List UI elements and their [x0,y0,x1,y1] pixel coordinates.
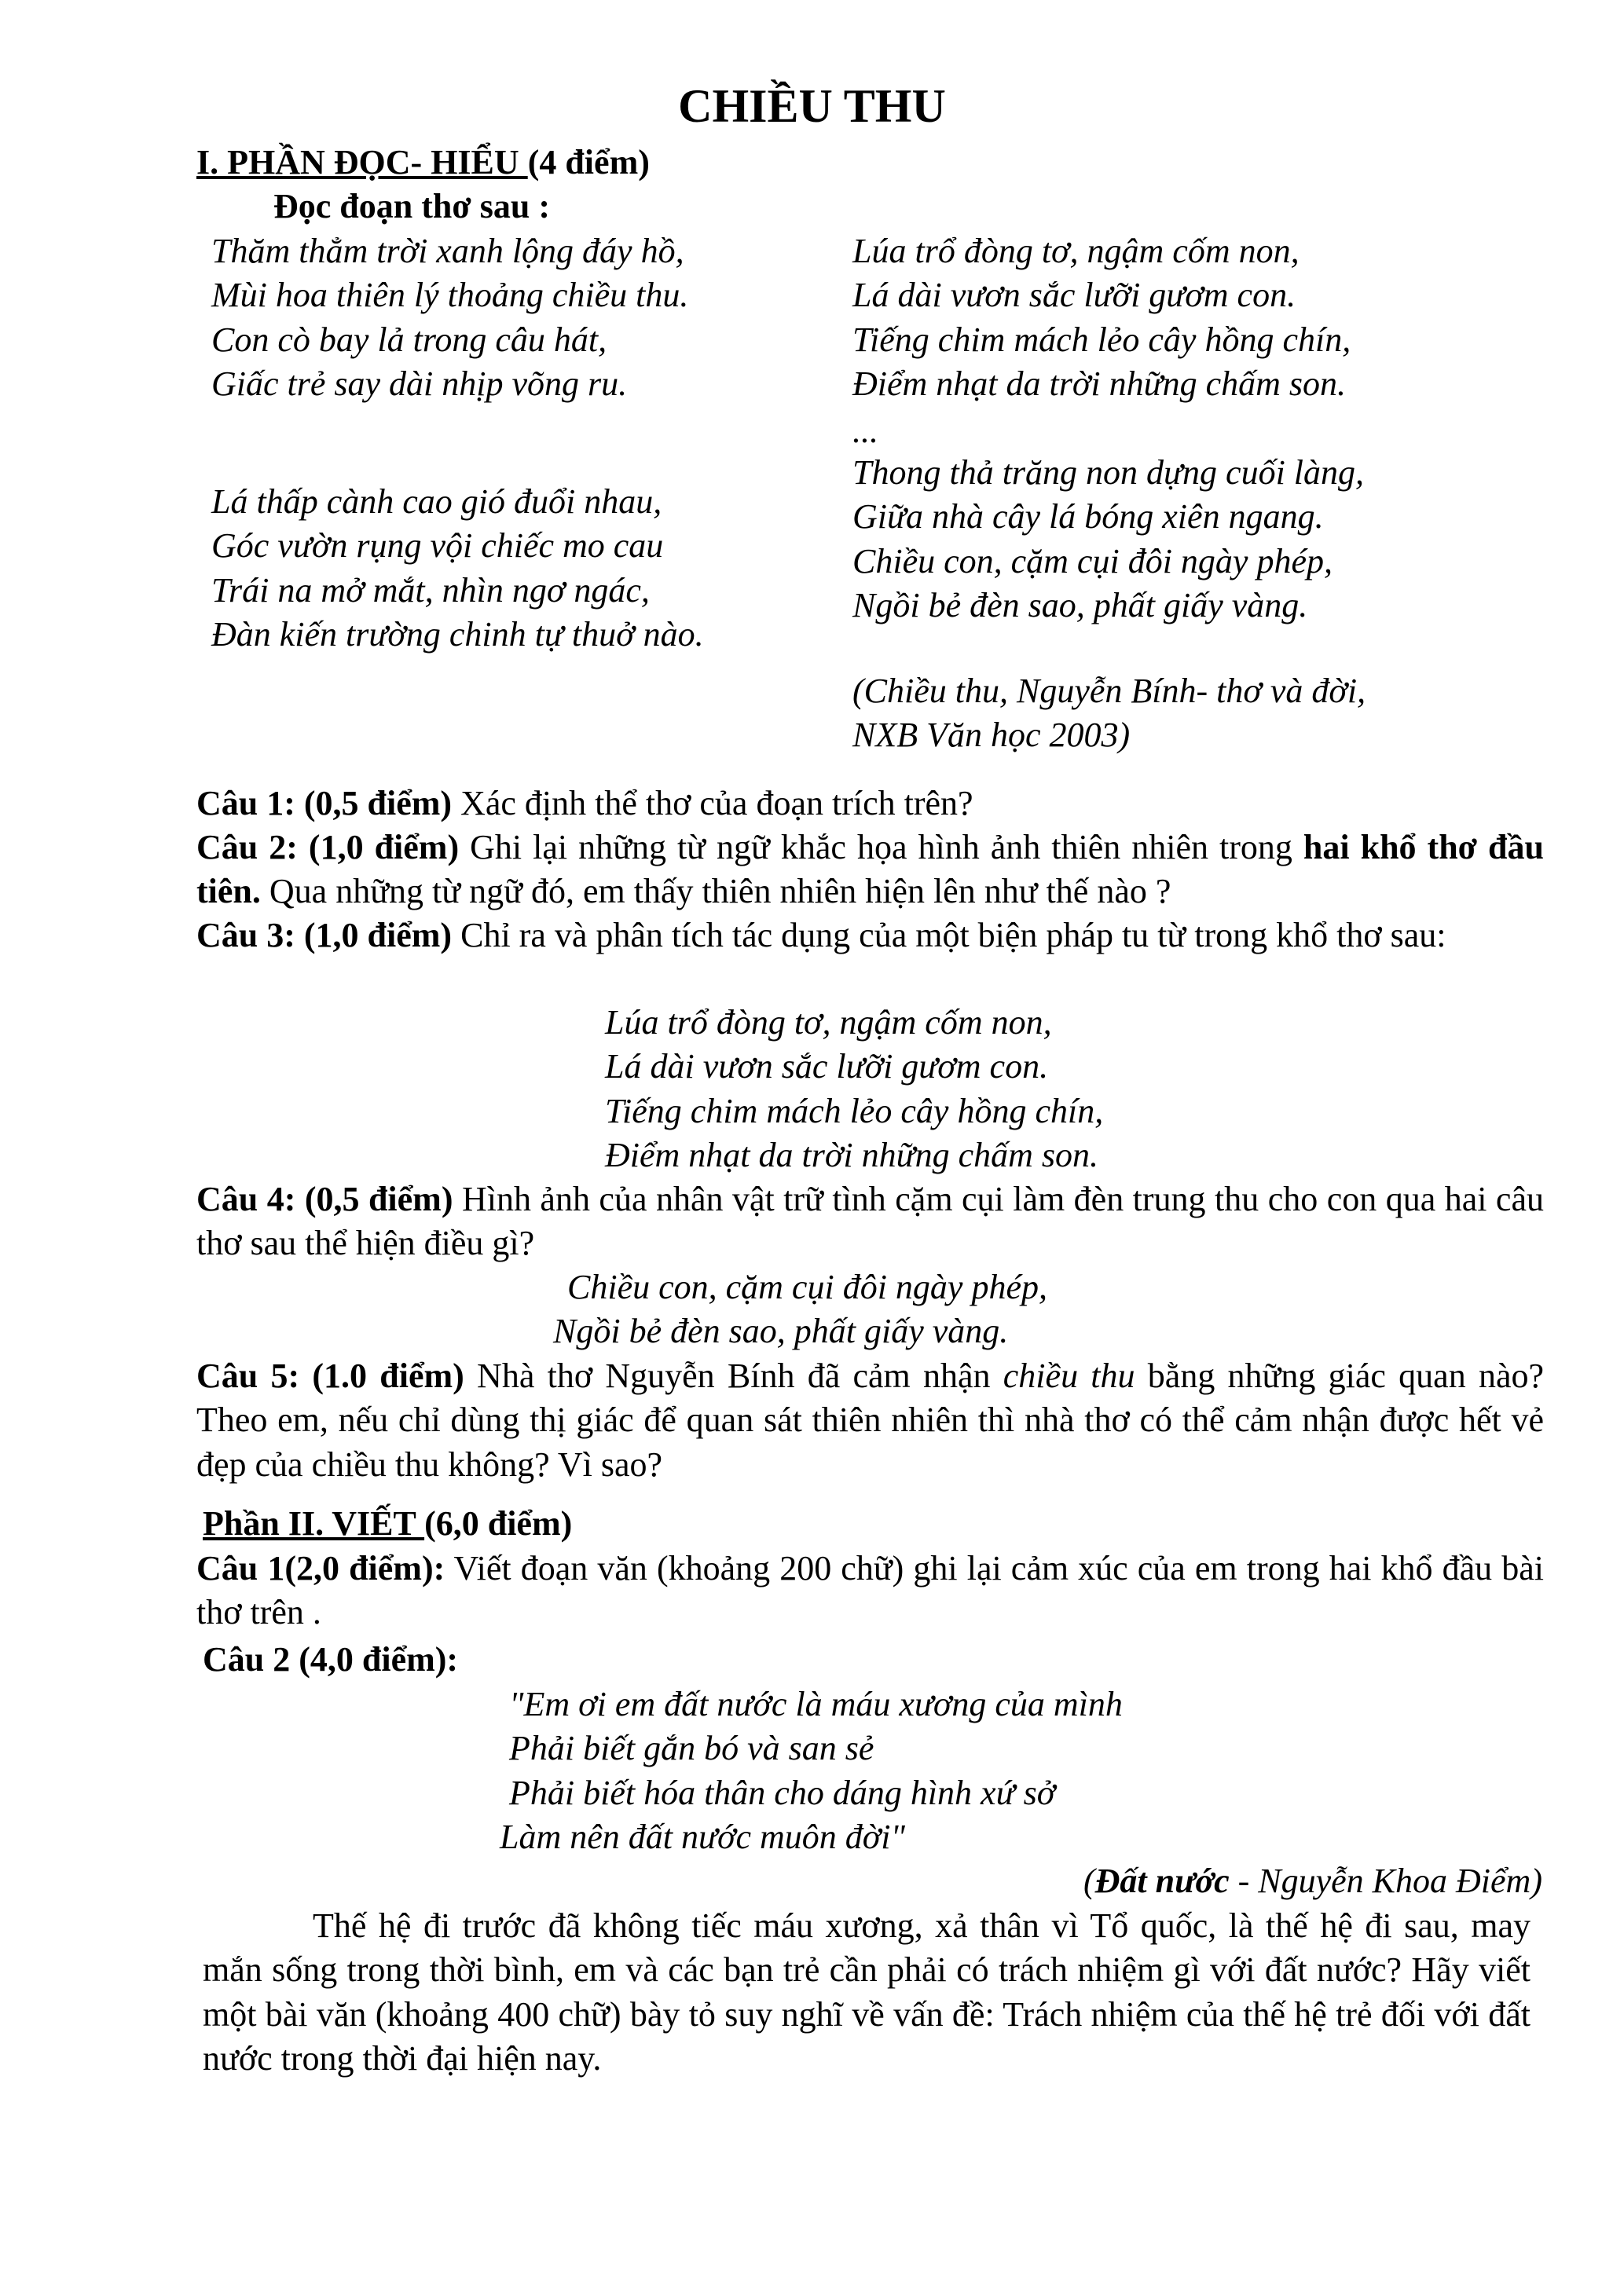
question-text: Nhà thơ Nguyễn Bính đã cảm nhận [464,1357,1003,1395]
question-italic: chiều thu [1003,1357,1135,1395]
poem-line: Ngồi bẻ đèn sao, phất giấy vàng. [852,586,1308,625]
question-3 [196,914,1544,958]
poem-line: Trái na mở mắt, nhìn ngơ ngác, [211,570,650,610]
poem-line: Làm nên đất nước muôn đời" [500,1818,905,1857]
poem-line: Giấc trẻ say dài nhịp võng ru. [211,364,628,404]
poem-ellipsis: ... [852,412,878,450]
writing-question-2-prompt: Thế hệ đi trước đã không tiếc máu xương, xả thân vì Tổ quốc, là thế hệ đi sau, may mắn sống trong thời bình, em và các bạn trẻ cần phải có trách nhiệm gì với đất nước? Hãy viết một bài văn (khoảng 400 chữ) bày tỏ suy nghĩ về vấn đề: Trách nhiệm của thế hệ trẻ đối với đất nước trong thời đại hiện nay. [203,1906,1531,2078]
poem-right-stanza-2 [852,451,1364,628]
poem-line: Chiều con, cặm cụi đôi ngày phép, [852,541,1333,580]
poem-line: Điểm nhạt da trời những chấm son. [605,1136,1099,1175]
question-label: Câu 1(2,0 điểm): [196,1549,445,1587]
citation-paren: ( [1083,1862,1095,1900]
question-text: Ghi lại những từ ngữ khắc họa hình ảnh thiên nhiên trong [459,828,1303,866]
question-label: Câu 1: (0,5 điểm) [196,784,453,822]
question-4-poem [553,1265,1047,1354]
part2-heading-text: Phần II. VIẾT [203,1504,425,1543]
citation-author: - Nguyễn Khoa Điểm) [1229,1862,1542,1900]
poem-line: Phải biết hóa thân cho dáng hình xứ sở [509,1773,1056,1812]
question-text: Viết đoạn văn (khoảng 200 chữ) ghi lại cảm xúc của em trong hai khổ đầu bài thơ trên . [196,1549,1544,1632]
writing-question-2-poem [500,1683,1123,1860]
part2-points: (6,0 điểm) [424,1504,573,1543]
poem-line: Điểm nhạt da trời những chấm son. [852,364,1347,404]
citation-title: Đất nước [1094,1862,1230,1900]
question-4 [196,1177,1544,1266]
question-label: Câu 3: (1,0 điểm) [196,916,453,954]
question-emphasis: hai khổ thơ đầu tiên. [196,828,1544,911]
poem-line: Tiếng chim mách lẻo cây hồng chín, [605,1091,1104,1130]
source-line: (Chiều thu, Nguyễn Bính- thơ và đời, [852,672,1366,710]
part1-points: (4 điểm) [527,143,650,181]
poem-line: Thăm thẳm trời xanh lộng đáy hồ, [211,232,684,270]
part1-heading-text: I. PHẦN ĐỌC- HIỂU [196,143,528,181]
question-label: Câu 5: (1.0 điểm) [196,1357,464,1395]
question-1 [196,782,1544,826]
poem-line: Góc vườn rụng vội chiếc mo cau [211,526,664,566]
poem-line: Lá thấp cành cao gió đuổi nhau, [211,482,662,521]
question-text: Chỉ ra và phân tích tác dụng của một biện pháp tu từ trong khổ thơ sau: [452,916,1446,954]
poem-line: "Em ơi em đất nước là máu xương của mình [509,1685,1123,1723]
poem-line: Con cò bay lả trong câu hát, [211,320,607,359]
poem-right-stanza-1 [852,229,1351,407]
poem-citation [1083,1859,1542,1903]
poem-line: Lúa trổ đòng tơ, ngậm cốm non, [852,232,1300,270]
part1-heading [196,141,650,185]
poem-line: Chiều con, cặm cụi đôi ngày phép, [567,1268,1047,1306]
poem-left-stanza-1 [211,229,688,407]
poem-line: Phải biết gắn bó và san sẻ [509,1729,874,1768]
poem-line: Giữa nhà cây lá bóng xiên ngang. [852,497,1324,536]
question-label: Câu 4: (0,5 điểm) [196,1180,453,1218]
question-label: Câu 2: (1,0 điểm) [196,828,460,866]
writing-question-1 [196,1547,1544,1635]
question-3-poem [605,1001,1103,1178]
part2-heading [203,1502,572,1546]
poem-line: Mùi hoa thiên lý thoảng chiều thu. [211,276,689,315]
poem-line: Ngồi bẻ đèn sao, phất giấy vàng. [553,1312,1009,1351]
question-text: Xác định thể thơ của đoạn trích trên? [452,784,973,822]
poem-left-stanza-2 [211,480,704,657]
document-title: CHIỀU THU [678,80,946,132]
poem-line: Lá dài vươn sắc lưỡi gươm con. [852,276,1296,315]
source-line: NXB Văn học 2003) [852,716,1131,755]
question-text-2: bằng những giác quan nào? Theo em, nếu chỉ dùng thị giác để quan sát thiên nhiên thì nhà thơ có thể cảm nhận được hết vẻ đẹp của chiều thu không? Vì sao? [196,1357,1545,1484]
poem-line: Tiếng chim mách lẻo cây hồng chín, [852,320,1351,359]
question-text: Hình ảnh của nhân vật trữ tình cặm cụi làm đèn trung thu cho con qua hai câu thơ sau thể hiện điều gì? [196,1180,1544,1263]
poem-line: Đàn kiến trường chinh tự thuở nào. [211,615,704,654]
poem-line: Lá dài vươn sắc lưỡi gươm con. [605,1047,1049,1086]
poem-line: Lúa trổ đòng tơ, ngậm cốm non, [605,1003,1052,1042]
question-2 [196,826,1544,914]
poem-instruction: Đọc đoạn thơ sau : [273,187,550,225]
question-5 [196,1354,1544,1487]
writing-question-2-label: Câu 2 (4,0 điểm): [203,1640,459,1679]
poem-line: Thong thả trăng non dựng cuối làng, [852,453,1365,492]
question-text-2: Qua những từ ngữ đó, em thấy thiên nhiên hiện lên như thế nào ? [260,872,1171,911]
poem-source [852,669,1366,758]
